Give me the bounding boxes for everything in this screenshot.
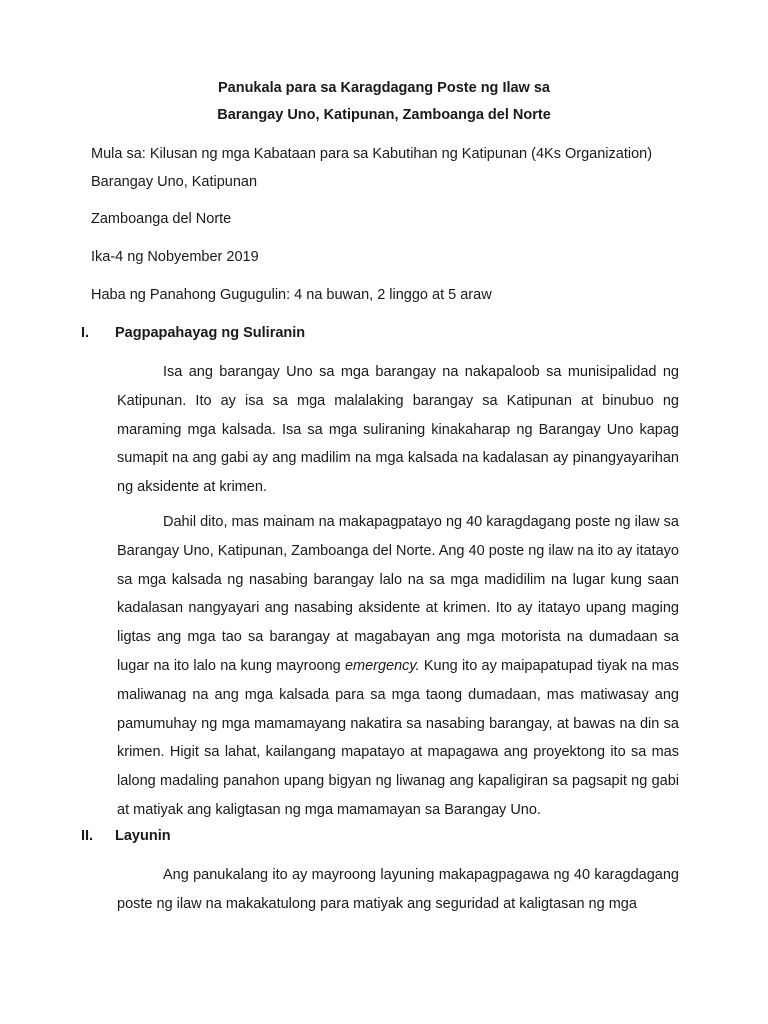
section-number: I.	[81, 325, 90, 341]
document-title-line-2: Barangay Uno, Katipunan, Zamboanga del Norte	[217, 107, 551, 123]
duration-line: Haba ng Panahong Gugugulin: 4 na buwan, 2 linggo at 5 araw	[91, 287, 492, 303]
paragraph-text: Dahil dito, mas mainam na makapagpatayo ng 40 karagdagang poste ng ilaw sa Barangay Uno, Katipunan, Zamboanga del Norte. Ang 40 poste ng ilaw na ito ay itatayo sa mga kalsada ng nasabing barangay lalo na sa mga madidilim na lugar kung saan kadalasan nangyayari ang nasabing aksidente at krimen. Ito ay itatayo upang maging ligtas ang mga tao sa barangay at magabayan ang mga motorista na dumadaan sa lugar na ito lalo na kung mayroong	[117, 514, 679, 674]
section-title: Pagpapahayag ng Suliranin	[115, 325, 306, 341]
date-line: Ika-4 ng Nobyember 2019	[91, 249, 259, 265]
section-number: II.	[81, 828, 94, 844]
address-line-2: Zamboanga del Norte	[91, 211, 232, 227]
paragraph: Ang panukalang ito ay mayroong layuning makapagpagawa ng 40 karagdagang poste ng ilaw na makakatulong para matiyak ang seguridad at kaligtasan ng mga	[117, 867, 679, 912]
paragraph: Isa ang barangay Uno sa mga barangay na nakapaloob sa munisipalidad ng Katipunan. Ito ay isa sa mga malalaking barangay sa Katipunan at binubuo ng maraming mga kalsada. Isa sa mga suliraning kinakaharap ng Barangay Uno kapag sumapit na ang gabi ay ang madilim na mga kalsada na kadalasan ay pinangyayarihan ng aksidente at krimen.	[117, 364, 679, 496]
paragraph	[117, 508, 679, 825]
section-title: Layunin	[115, 828, 171, 844]
section-heading-objective	[81, 828, 171, 844]
section-heading-problem	[81, 325, 305, 341]
address-line-1: Barangay Uno, Katipunan	[91, 174, 258, 190]
paragraph-text: Kung ito ay maipapatupad tiyak na mas maliwanag na ang mga kalsada para sa mga taong dumadaan, mas matiwasay ang pamumuhay ng mga mamamayang nakatira sa nasabing barangay, at bawas na din sa krimen. Higit sa lahat, kailangang mapatayo at mapagawa ang proyektong ito sa mas lalong madaling panahon upang bigyan ng liwanag ang kapaligiran sa pagsapit ng gabi at matiyak ang kaligtasan ng mga mamamayan sa Barangay Uno.	[117, 657, 679, 818]
emphasis-text: emergency.	[344, 657, 420, 674]
from-line: Mula sa: Kilusan ng mga Kabataan para sa Kabutihan ng Katipunan (4Ks Organization)	[91, 146, 653, 162]
document-title-line-1: Panukala para sa Karagdagang Poste ng Ilaw sa	[217, 80, 550, 96]
